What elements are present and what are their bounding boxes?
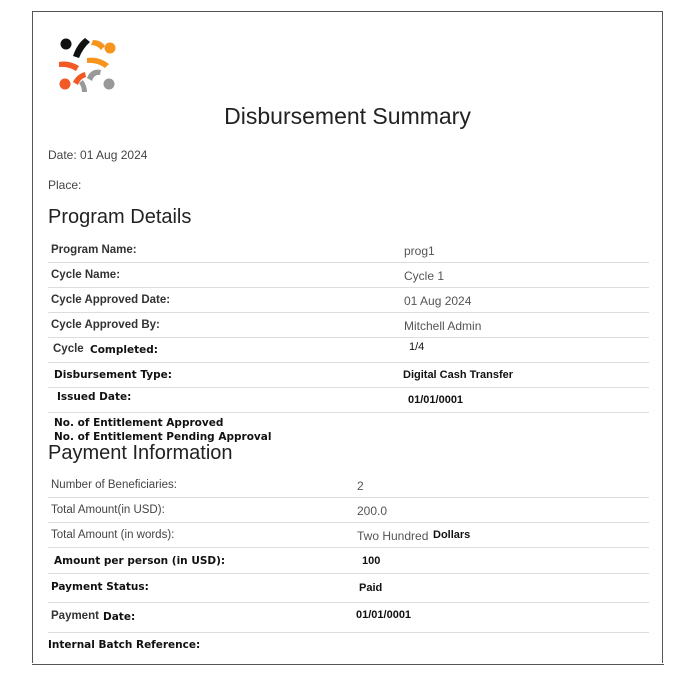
row-value: 1/4 <box>409 341 425 353</box>
row-value: Digital Cash Transfer <box>403 369 514 381</box>
row-label-suffix: Completed: <box>90 344 158 356</box>
entitlement-pending-label: No. of Entitlement Pending Approval <box>54 431 272 443</box>
issued-date-row <box>48 388 649 413</box>
date-line: Date: 01 Aug 2024 <box>48 148 148 162</box>
payment-date-row <box>48 603 649 633</box>
organization-logo <box>57 36 117 94</box>
page-bottom-border <box>32 664 664 665</box>
row-label: Number of Beneficiaries: <box>51 479 177 491</box>
row-label: Internal Batch Reference: <box>48 639 201 651</box>
total-amount-row <box>48 498 649 523</box>
row-value: 01/01/0001 <box>408 394 464 406</box>
row-label: Cycle Name: <box>51 269 121 281</box>
row-value: prog1 <box>404 244 435 258</box>
internal-batch-reference-row <box>48 633 649 658</box>
cycle-approved-by-row <box>48 313 649 338</box>
program-details-heading: Program Details <box>48 206 192 228</box>
amount-per-person-row <box>48 549 649 574</box>
document-title: Disbursement Summary <box>224 103 471 129</box>
row-value: 01/01/0001 <box>356 609 412 621</box>
row-value: Paid <box>359 582 383 594</box>
row-label: Amount per person (in USD): <box>54 555 226 567</box>
payment-status-row <box>48 575 649 603</box>
row-label: Program Name: <box>51 244 137 256</box>
disbursement-type-row <box>48 363 649 388</box>
row-value: Cycle 1 <box>404 269 445 283</box>
entitlement-approved-label: No. of Entitlement Approved <box>54 417 224 429</box>
row-value-suffix: Dollars <box>433 529 471 541</box>
row-label: Cycle Approved By: <box>51 319 160 331</box>
cycle-approved-date-row <box>48 288 649 313</box>
row-label: Cycle Approved Date: <box>51 294 171 306</box>
row-label: Payment Status: <box>51 581 149 593</box>
row-value: 2 <box>357 479 364 493</box>
number-of-beneficiaries-row <box>48 473 649 498</box>
row-value: 01 Aug 2024 <box>404 294 472 308</box>
place-line: Place: <box>48 178 82 192</box>
cycle-completed-row <box>48 338 649 363</box>
program-name-row <box>48 238 649 263</box>
row-label: Issued Date: <box>57 391 132 403</box>
total-amount-words-row <box>48 523 649 548</box>
row-value: Two Hundred <box>357 529 429 543</box>
row-value: 100 <box>362 555 381 567</box>
row-label: Total Amount(in USD): <box>51 504 165 516</box>
row-label: Cycle <box>53 343 84 355</box>
row-value: 200.0 <box>357 504 388 518</box>
row-label: Payment <box>51 610 99 622</box>
cycle-name-row <box>48 263 649 288</box>
row-value: Mitchell Admin <box>404 319 482 333</box>
row-label: Disbursement Type: <box>54 369 172 381</box>
row-label-suffix: Date: <box>103 611 136 623</box>
row-label: Total Amount (in words): <box>51 529 175 541</box>
payment-information-heading: Payment Information <box>48 442 233 464</box>
